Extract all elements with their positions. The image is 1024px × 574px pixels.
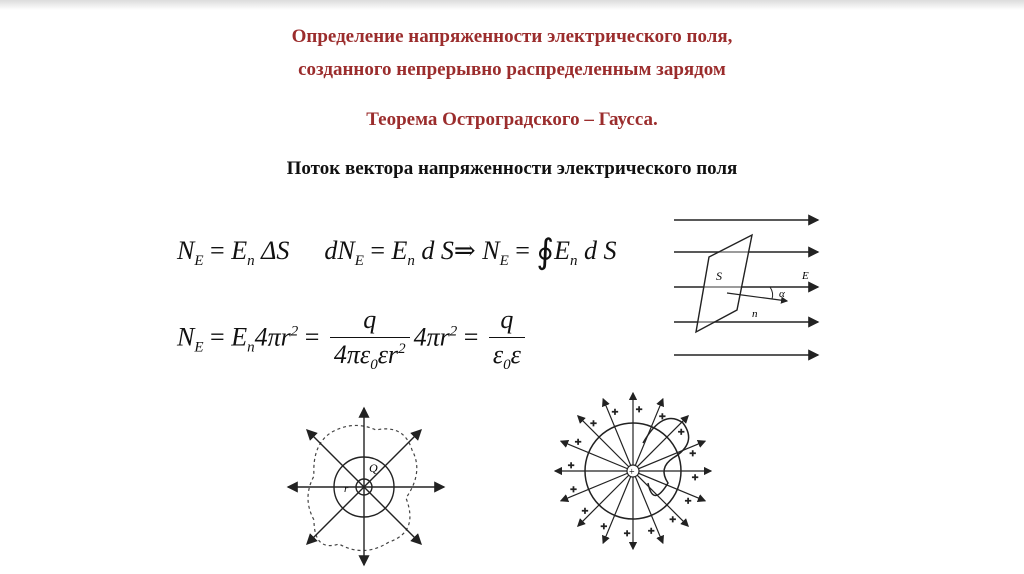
slide-title-line2: созданного непрерывно распределенным зарядом bbox=[298, 59, 726, 80]
plus-sign: + bbox=[669, 514, 676, 527]
plus-sign: + bbox=[689, 447, 696, 460]
plus-sign: + bbox=[600, 520, 607, 533]
fraction-2: $\frac{q}{\varepsilon_0\varepsilon}$ bbox=[489, 305, 525, 374]
flux-formula-1: $N_E = E_n$ ΔS $dN_E = E_n$ d S⇒ $N_E$ = $∮E_n$ d S bbox=[177, 234, 617, 271]
angle-arc bbox=[770, 287, 773, 299]
field-label: E bbox=[802, 270, 809, 282]
plus-sign: + bbox=[570, 484, 577, 497]
plus-sign: + bbox=[692, 472, 699, 484]
slide-title-line1: Определение напряженности электрического поля, bbox=[291, 26, 733, 47]
plus-sign: + bbox=[581, 505, 589, 518]
charge-sign: + bbox=[629, 467, 635, 478]
plus-sign: + bbox=[624, 528, 631, 540]
plus-sign: + bbox=[636, 404, 643, 416]
plus-sign: + bbox=[568, 460, 575, 472]
irregular-surface-figure bbox=[553, 388, 721, 556]
plus-sign: + bbox=[678, 426, 685, 439]
surface-label: S bbox=[716, 269, 722, 283]
angle-label: α bbox=[779, 288, 785, 300]
plus-sign: + bbox=[590, 417, 597, 430]
fraction-1: $\frac{q}{4\pi\varepsilon_0\varepsilon r^2}$ bbox=[330, 305, 410, 374]
theorem-heading: Теорема Остроградского – Гаусса. bbox=[366, 109, 658, 130]
flux-formula-2: $N_E = E_n4\pi r^2$ = $\frac{q}{4\pi\varepsilon_0\varepsilon r^2}$ $4\pi r^2$ = $\frac{q}{\varepsilon_0\varepsilon}$ bbox=[177, 305, 529, 374]
flux-heading: Поток вектора напряженности электрического поля bbox=[286, 158, 738, 179]
plus-sign: + bbox=[648, 525, 655, 538]
top-edge-shadow bbox=[0, 0, 1024, 10]
plus-sign: + bbox=[684, 495, 692, 508]
plus-sign: + bbox=[659, 411, 666, 424]
plus-sign: + bbox=[575, 436, 582, 449]
flux-surface-figure bbox=[652, 205, 824, 367]
sphere-charge-figure bbox=[284, 402, 454, 570]
plus-sign: + bbox=[611, 406, 619, 419]
radius-label: r bbox=[344, 483, 349, 495]
charge-label: Q bbox=[369, 461, 378, 475]
surface-S bbox=[696, 235, 752, 332]
normal-label: n bbox=[752, 308, 758, 320]
